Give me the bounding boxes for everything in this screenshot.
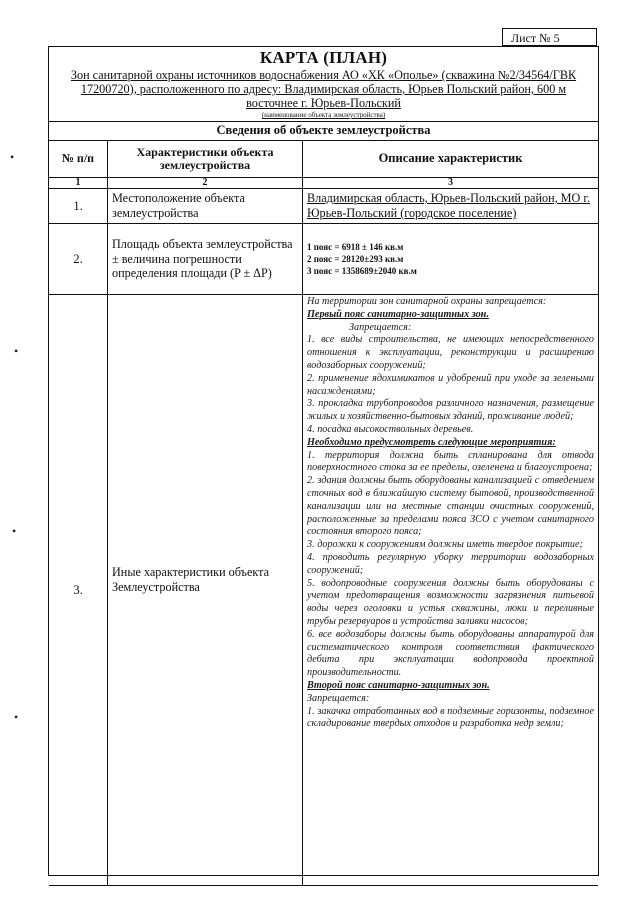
margin-mark: • bbox=[14, 710, 19, 724]
column-number: 3 bbox=[303, 178, 599, 189]
row-description bbox=[303, 224, 599, 295]
column-header-description: Описание характеристик bbox=[303, 140, 599, 178]
restriction-item: 1. все виды строительства, не имеющих непосредственного отношения к эксплуатации, реконструкции и расширению водозаборных сооружений; bbox=[307, 334, 594, 371]
column-number-row bbox=[49, 178, 598, 189]
restrictions-intro: На территории зон санитарной охраны запрещается: bbox=[307, 296, 547, 307]
table-row bbox=[49, 295, 598, 886]
column-number: 1 bbox=[49, 178, 108, 189]
area-zone-1: 1 пояс = 6918 ± 146 кв.м bbox=[307, 242, 404, 252]
prohibited-heading: Запрещается: bbox=[307, 692, 370, 704]
measure-item: 6. все водозаборы должны быть оборудованы аппаратурой для систематического контроля соответствия фактического дебита при эксплуатации водопровода проектной производительности. bbox=[307, 628, 594, 679]
restrictions-text bbox=[303, 295, 599, 886]
restriction-item: 3. прокладка трубопроводов различного назначения, размещение жилых и хозяйственно-бытовых зданий, проживание людей; bbox=[307, 398, 594, 423]
area-zone-3: 3 пояс = 1358689±2040 кв.м bbox=[307, 266, 417, 276]
measure-item: 2. здания должны быть оборудованы канализацией с отведением сточных вод в ближайшую систему бытовой, производственной канализации или на местные станции очистных сооружений, расположенные за пределами пояса ЗСО с учетом санитарного состояния второго пояса; bbox=[307, 475, 594, 538]
row-characteristic: Площадь объекта землеустройства ± величина погрешности определения площади (P ± ΔP) bbox=[108, 224, 303, 295]
document-header bbox=[49, 47, 598, 122]
document-subtitle: Зон санитарной охраны источников водоснабжения АО «ХК «Ополье» (скважина №2/34564/ГВК 17200720), расположенного по адресу: Владимирская область, Юрьев Польский район, 600 м восточнее г. Юрьев-Польский bbox=[70, 68, 577, 110]
table-row bbox=[49, 224, 598, 295]
margin-mark: • bbox=[10, 150, 15, 164]
zone-heading: Второй пояс санитарно-защитных зон. bbox=[307, 679, 490, 691]
restriction-item: 4. посадка высокоствольных деревьев. bbox=[307, 423, 474, 435]
row-description: Владимирская область, Юрьев-Польский район, МО г. Юрьев-Польский (городское поселение) bbox=[303, 189, 599, 224]
sheet-label: Лист № 5 bbox=[502, 28, 597, 46]
document-title: КАРТА (ПЛАН) bbox=[259, 48, 388, 67]
measure-item: 4. проводить регулярную уборку территории водозаборных сооружений; bbox=[307, 551, 594, 576]
prohibited-heading: Запрещается: bbox=[349, 321, 412, 333]
margin-mark: • bbox=[12, 524, 17, 538]
table-header-row bbox=[49, 140, 598, 178]
measure-item: 1. территория должна быть спланирована для отвода поверхностного стока за ее пределы, озеленена и благоустроена; bbox=[307, 449, 594, 474]
column-header-characteristic: Характеристики объекта землеустройства bbox=[108, 140, 303, 178]
row-number: 2. bbox=[49, 224, 108, 295]
measure-item: 3. дорожки к сооружениям должны иметь твердое покрытие; bbox=[307, 539, 583, 551]
table-row bbox=[49, 189, 598, 224]
zone-heading: Первый пояс санитарно-защитных зон. bbox=[307, 308, 489, 320]
measure-item: 5. водопроводные сооружения должны быть оборудованы с учетом предотвращения возможности загрязнения питьевой воды через оголовки и устья скважины, люки и переливные трубы резервуаров и устройства заливки насосов; bbox=[307, 577, 594, 627]
row-number: 3. bbox=[49, 295, 108, 886]
row-characteristic: Местоположение объекта землеустройства bbox=[108, 189, 303, 224]
measures-heading: Необходимо предусмотреть следующие мероприятия: bbox=[307, 436, 556, 448]
column-number: 2 bbox=[108, 178, 303, 189]
row-characteristic: Иные характеристики объекта Землеустройства bbox=[108, 295, 303, 886]
section-title: Сведения об объекте землеустройства bbox=[49, 121, 598, 141]
restriction-item: 1. закачка отработанных вод в подземные горизонты, подземное складирование твердых отходов и разработка недр земли; bbox=[307, 705, 594, 730]
subtitle-caption: (наименование объекта землеустройства) bbox=[261, 111, 386, 119]
row-number: 1. bbox=[49, 189, 108, 224]
area-zone-2: 2 пояс = 28120±293 кв.м bbox=[307, 254, 404, 264]
characteristics-table bbox=[49, 140, 598, 886]
restriction-item: 2. применение ядохимикатов и удобрений при уходе за зелеными насаждениями; bbox=[307, 372, 594, 397]
document-frame bbox=[48, 46, 599, 876]
column-header-number: № п/п bbox=[49, 140, 108, 178]
margin-mark: • bbox=[14, 344, 19, 358]
